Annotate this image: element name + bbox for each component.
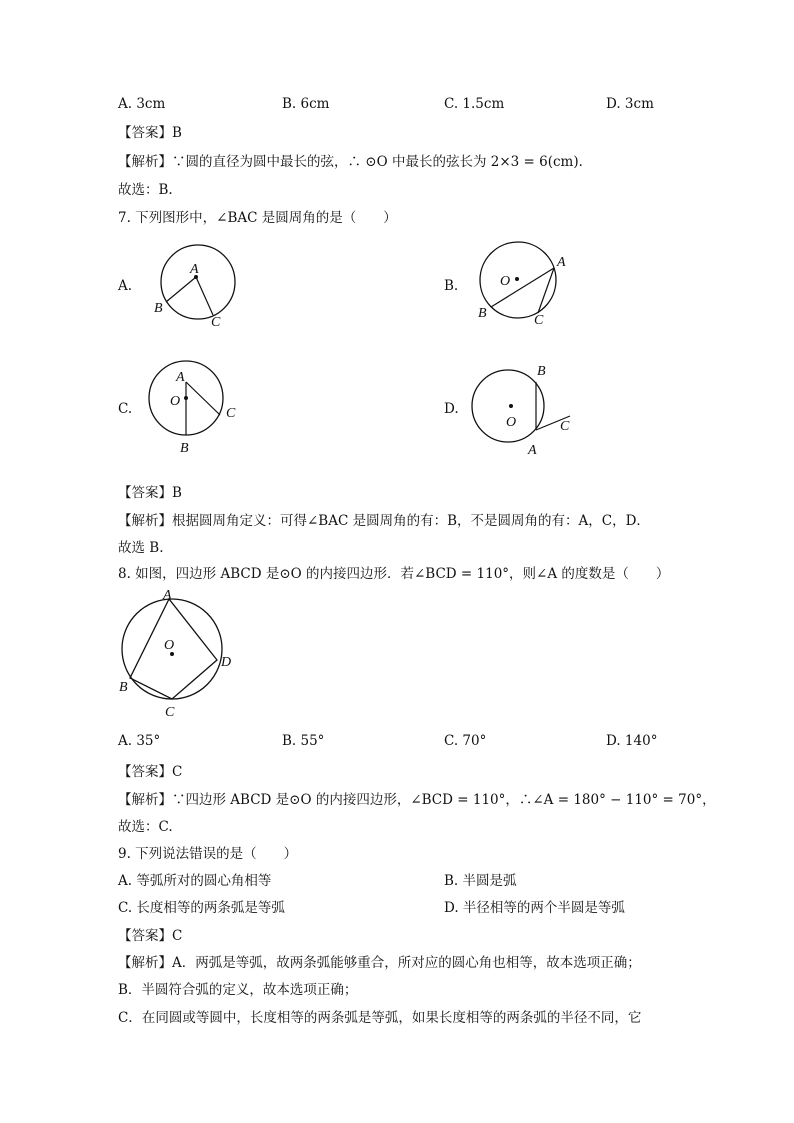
q6-analysis: 【解析】∵圆的直径为圆中最长的弦，∴ ⊙O 中最长的弦长为 2×3 = 6(cm)． [118, 154, 593, 170]
q8-label-d: D [221, 655, 232, 670]
q7c-label-o: O [170, 394, 181, 409]
q6-option-d: D. 3cm [606, 96, 654, 112]
q8-option-a: A. 35° [118, 733, 161, 749]
q7-figure-a [150, 236, 250, 332]
q8-conclusion: 故选：C. [118, 819, 173, 835]
q7-stem: 7. 下列图形中，∠BAC 是圆周角的是（ ） [118, 210, 397, 226]
q9-option-d: D. 半径相等的两个半圆是等弧 [444, 900, 625, 916]
q7-fig-d-label: D. [444, 401, 459, 417]
q9-option-b: B. 半圆是弧 [444, 873, 517, 889]
q7b-label-o: O [500, 274, 511, 289]
q8-label-b: B [119, 680, 128, 695]
q7-fig-a-label: A. [118, 278, 133, 294]
q9-analysis-line-3: C．在同圆或等圆中，长度相等的两条弧是等弧，如果长度相等的两条弧的半径不同，它 [118, 1010, 642, 1026]
q9-stem: 9. 下列说法错误的是（ ） [118, 846, 298, 862]
q7c-label-a: A [176, 370, 185, 385]
q8-label-c: C [165, 705, 175, 720]
q7d-label-o: O [506, 415, 517, 430]
q6-conclusion: 故选：B. [118, 182, 173, 198]
q7-fig-c-label: C. [118, 401, 133, 417]
q6-option-b: B. 6cm [282, 96, 330, 112]
q7d-label-a: A [528, 443, 537, 458]
q7c-label-b: B [180, 441, 189, 456]
q9-option-a: A. 等弧所对的圆心角相等 [118, 873, 272, 889]
q8-option-c: C. 70° [444, 733, 487, 749]
q7b-label-a: A [557, 255, 566, 270]
q6-option-c: C. 1.5cm [444, 96, 505, 112]
q8-answer: 【答案】C [118, 764, 183, 780]
q8-figure [112, 586, 242, 722]
q7-analysis: 【解析】根据圆周角定义：可得∠BAC 是圆周角的有：B，不是圆周角的有：A，C，D． [118, 513, 650, 529]
q9-option-c: C. 长度相等的两条弧是等弧 [118, 900, 285, 916]
q7-conclusion: 故选 B. [118, 540, 164, 556]
q7a-label-a: A [190, 262, 199, 277]
q7-figure-b [470, 234, 580, 330]
q6-answer: 【答案】B [118, 125, 182, 141]
q9-analysis-line-2: B．半圆符合弧的定义，故本选项正确； [118, 982, 358, 998]
q8-label-o: O [164, 638, 175, 653]
q9-answer: 【答案】C [118, 928, 183, 944]
q7b-label-b: B [478, 306, 487, 321]
q8-stem: 8. 如图，四边形 ABCD 是⊙O 的内接四边形．若∠BCD = 110°，则∠A 的度数是（ ） [118, 566, 670, 582]
q8-option-d: D. 140° [606, 733, 658, 749]
q7d-label-b: B [537, 364, 546, 379]
q7c-label-c: C [226, 406, 236, 421]
q6-option-a: A. 3cm [118, 96, 166, 112]
q7-fig-b-label: B. [444, 278, 459, 294]
q7-answer: 【答案】B [118, 485, 182, 501]
q7a-label-b: B [154, 301, 163, 316]
q9-analysis-line-1: 【解析】A．两弧是等弧，故两条弧能够重合，所对应的圆心角也相等，故本选项正确； [118, 955, 641, 971]
q7-figure-d [470, 360, 580, 460]
q7b-label-c: C [534, 313, 544, 328]
q8-analysis: 【解析】∵四边形 ABCD 是⊙O 的内接四边形，∠BCD = 110°，∴∠A = 180° − 110° = 70°， [118, 792, 716, 808]
q7a-label-c: C [211, 315, 221, 330]
q8-option-b: B. 55° [282, 733, 325, 749]
q7d-label-c: C [560, 419, 570, 434]
q7-figure-c [146, 358, 246, 458]
q8-label-a: A [163, 588, 172, 603]
